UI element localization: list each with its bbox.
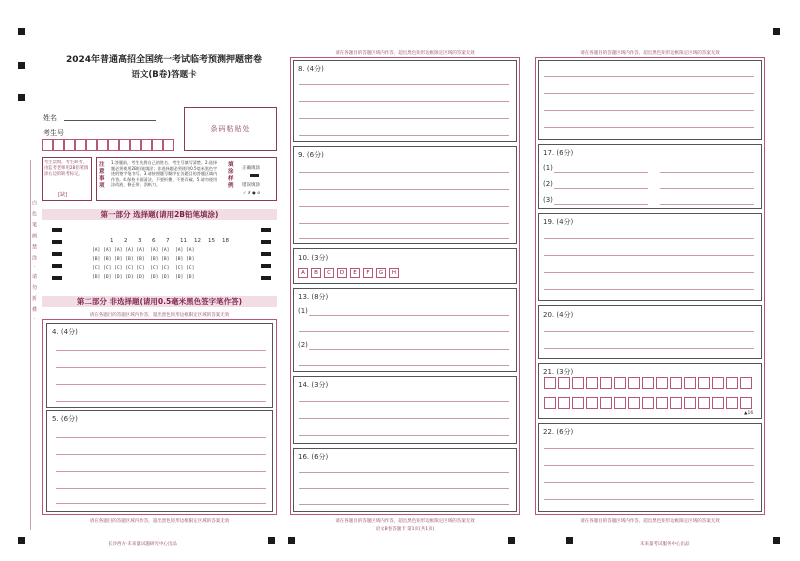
mcq-col-number: 2 bbox=[124, 238, 128, 244]
q10-option[interactable]: B bbox=[311, 268, 321, 278]
q10-option[interactable]: C bbox=[324, 268, 334, 278]
mcq-row[interactable]: [A] [A] [A] [A] [A] [A] [A] [A] [A] bbox=[92, 248, 195, 253]
part1-banner: 第一部分 选择题(请用2B铅笔填涂) bbox=[42, 209, 277, 220]
wrong-fill-samples: ✓ ✗ ● ⊘ bbox=[243, 190, 261, 195]
mcq-row[interactable]: [D] [D] [D] [D] [D] [D] [D] [D] [D] bbox=[92, 275, 195, 280]
q13-title: 13. (8分) bbox=[298, 293, 329, 301]
absent-note: 考生禁填，考生缺考，由监考老师用2B铅笔填涂右边的缺考标记。 bbox=[44, 160, 89, 177]
part2-banner: 第二部分 非选择题(请用0.5毫米黑色签字笔作答) bbox=[42, 296, 277, 307]
q9-title: 9. (6分) bbox=[298, 151, 324, 159]
q20-title: 20. (4分) bbox=[543, 311, 574, 319]
q16-title: 16. (6分) bbox=[298, 453, 329, 461]
q16-continued-box[interactable] bbox=[538, 60, 762, 140]
notice-label: 注意事项 bbox=[99, 162, 105, 189]
q13-sub-label: (1) bbox=[298, 307, 308, 315]
q22-title: 22. (6分) bbox=[543, 428, 574, 436]
name-field[interactable] bbox=[64, 120, 156, 121]
q10-option[interactable]: E bbox=[350, 268, 360, 278]
mcq-col-number: 18 bbox=[222, 238, 229, 244]
name-label: 姓名 bbox=[43, 114, 57, 122]
q17-sub-label: (1) bbox=[543, 164, 553, 172]
registration-mark bbox=[566, 537, 573, 544]
q17-sub-label: (2) bbox=[543, 180, 553, 188]
barcode-label: 条码粘贴处 bbox=[210, 125, 251, 133]
q8-title: 8. (4分) bbox=[298, 65, 324, 73]
mcq-col-number: 15 bbox=[208, 238, 215, 244]
id-label: 考生号 bbox=[43, 129, 64, 137]
q14-title: 14. (3分) bbox=[298, 381, 329, 389]
q21-title: 21. (3分) bbox=[543, 368, 574, 376]
absent-mark[interactable]: [缺] bbox=[58, 192, 67, 198]
q13-sub-label: (2) bbox=[298, 341, 308, 349]
q4-title: 4. (4分) bbox=[52, 328, 78, 336]
registration-mark bbox=[268, 537, 275, 544]
mcq-col-number: 3 bbox=[138, 238, 142, 244]
answer-area-hint: 请在各题目的答题区域内作答，超出黑色矩形边框限定区域的答案无效 bbox=[335, 51, 475, 56]
q17-sub-label: (3) bbox=[543, 196, 553, 204]
mcq-col-number: 12 bbox=[194, 238, 201, 244]
correct-fill-sample bbox=[250, 174, 259, 177]
q19-title: 19. (4分) bbox=[543, 218, 574, 226]
q5-title: 5. (6分) bbox=[52, 415, 78, 423]
mcq-col-number: 6 bbox=[152, 238, 156, 244]
q10-option[interactable]: F bbox=[363, 268, 373, 278]
mcq-col-number: 1 bbox=[110, 238, 114, 244]
answer-area-hint: 请在各题目的答题区域内作答，超出黑色矩形边框限定区域的答案无效 bbox=[89, 519, 230, 524]
registration-mark bbox=[773, 28, 780, 35]
registration-mark bbox=[288, 537, 295, 544]
wrong-fill-label: 错误填涂 bbox=[242, 183, 260, 188]
q4-box[interactable] bbox=[46, 323, 273, 408]
q10-option[interactable]: A bbox=[298, 268, 308, 278]
registration-mark bbox=[508, 537, 515, 544]
q10-option[interactable]: G bbox=[376, 268, 386, 278]
page-footer: 语文B卷答题卡 第1页(共1页) bbox=[375, 527, 435, 532]
q10-option[interactable]: D bbox=[337, 268, 347, 278]
q5-box[interactable] bbox=[46, 410, 273, 512]
fill-example-label: 填涂样例 bbox=[228, 162, 234, 189]
q17-title: 17. (6分) bbox=[543, 149, 574, 157]
mcq-col-number: 7 bbox=[166, 238, 170, 244]
registration-mark bbox=[18, 94, 25, 101]
registration-mark bbox=[18, 28, 25, 35]
registration-mark bbox=[18, 537, 25, 544]
q21-grid-row1[interactable] bbox=[544, 377, 756, 390]
mcq-row[interactable]: [C] [C] [C] [C] [C] [C] [C] [C] [C] bbox=[92, 266, 195, 271]
left-vertical-note: 白色笔画禁涂·请勿折叠· bbox=[31, 200, 37, 326]
exam-title: 2024年普通高招全国统一考试临考预测押题密卷 bbox=[65, 55, 263, 65]
card-title: 语文(B卷)答题卡 bbox=[131, 70, 197, 80]
footer-left: 长沙西方·未来量试题研究中心出品 bbox=[108, 542, 177, 547]
answer-area-hint: 请在各题目的答题区域内作答，超出黑色矩形边框限定区域的答案无效 bbox=[580, 51, 720, 56]
q21-grid-row2[interactable] bbox=[544, 397, 756, 410]
mcq-row[interactable]: [B] [B] [B] [B] [B] [B] [B] [B] [B] bbox=[92, 257, 195, 262]
q21-count-badge: ▲16 bbox=[744, 411, 754, 416]
mcq-col-number: 11 bbox=[180, 238, 187, 244]
registration-mark bbox=[773, 537, 780, 544]
notice-text: 1.答题前，考生先将自己的姓名、考生号填写清楚。2.选择题必须使用2B铅笔填涂；非选择题必须使用0.5毫米黑色字迹的签字笔书写。3.请按照题号顺序在各题目的答题区域内作答。4.保持卡面清洁，不要折叠、不要弄破。5.请勿使用涂改液、修正带、刮纸刀。 bbox=[111, 160, 218, 188]
footer-right: 未来量考试服务中心出品 bbox=[640, 542, 690, 547]
registration-mark bbox=[18, 62, 25, 69]
correct-fill-label: 正确填涂 bbox=[242, 166, 260, 171]
answer-area-hint: 请在各题目的答题区域内作答，超出黑色矩形边框限定区域的答案无效 bbox=[89, 313, 230, 318]
q9-box[interactable] bbox=[293, 146, 517, 244]
q10-option[interactable]: H bbox=[389, 268, 399, 278]
answer-area-hint: 请在各题目的答题区域内作答，超出黑色矩形边框限定区域的答案无效 bbox=[580, 519, 720, 524]
q10-title: 10. (3分) bbox=[298, 254, 329, 262]
answer-area-hint: 请在各题目的答题区域内作答，超出黑色矩形边框限定区域的答案无效 bbox=[335, 519, 475, 524]
